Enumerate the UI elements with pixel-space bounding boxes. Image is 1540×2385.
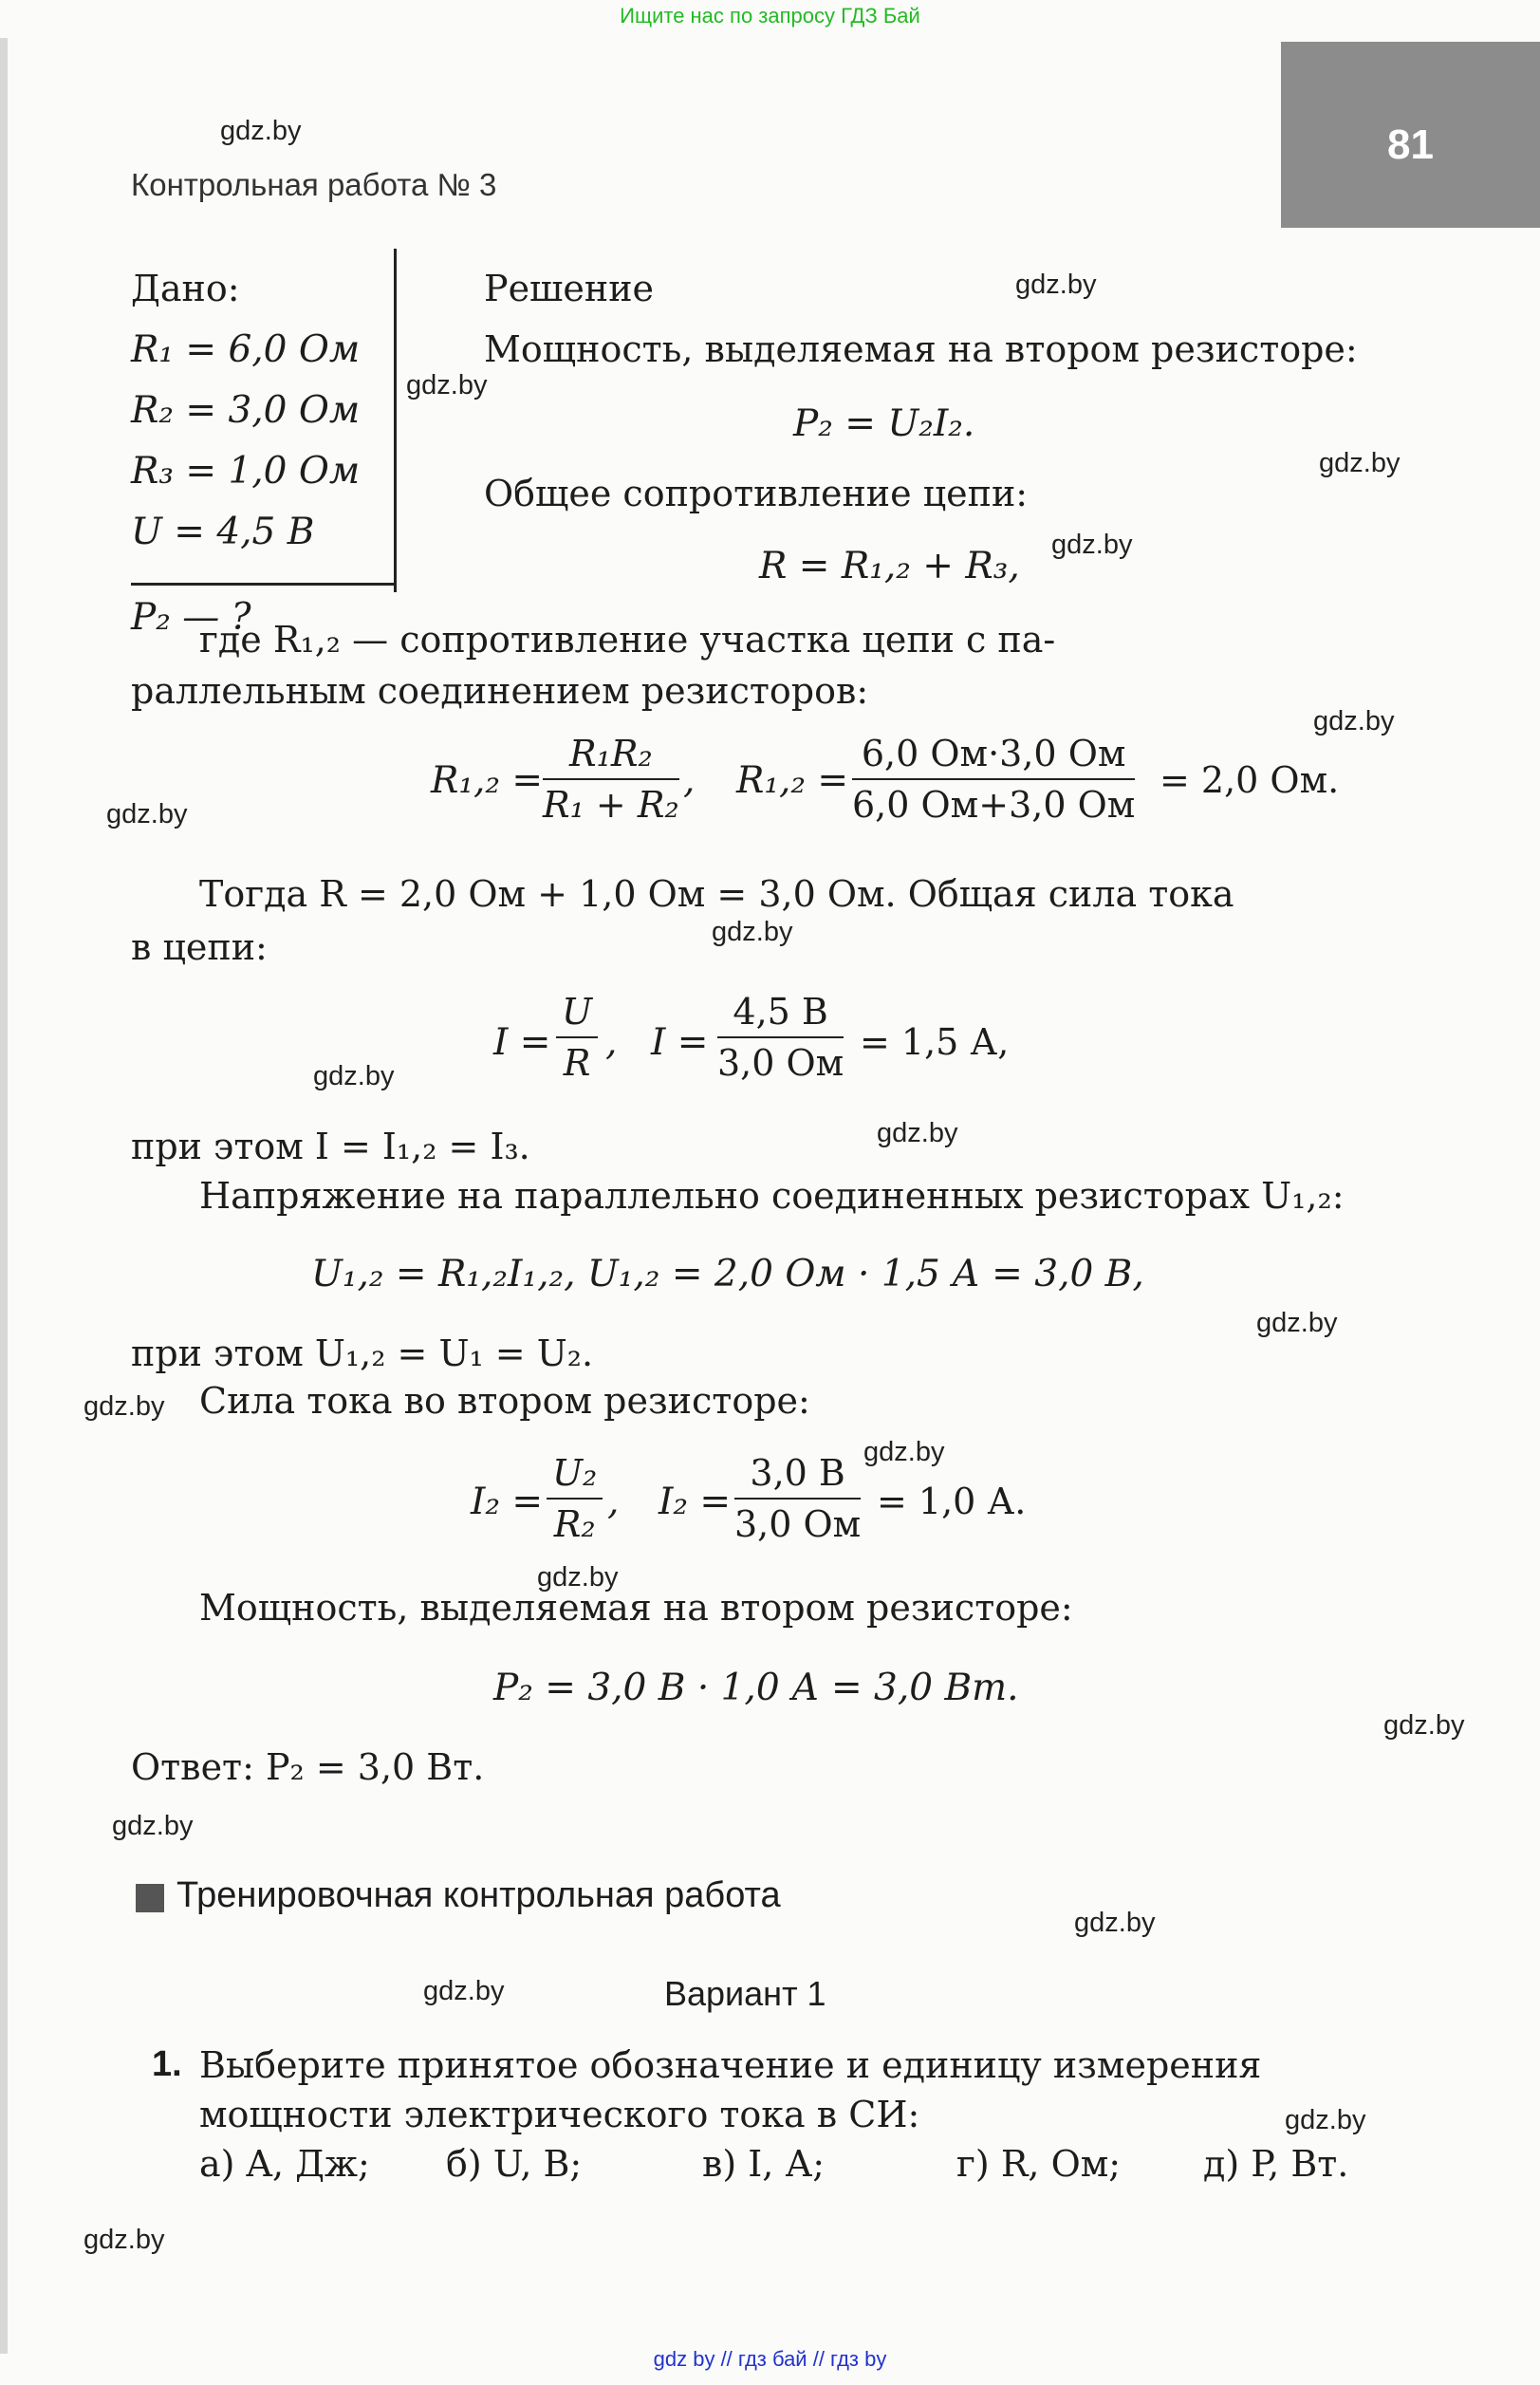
solution-text: Напряжение на параллельно соединенных резисторах U₁,₂: — [199, 1175, 1345, 1217]
formula-lhs: R₁,₂ = — [431, 759, 544, 802]
watermark: gdz.by — [106, 799, 188, 829]
formula: P₂ = U₂I₂. — [793, 402, 975, 445]
watermark: gdz.by — [1074, 1908, 1156, 1938]
formula-result: = 1,0 А. — [877, 1481, 1027, 1522]
watermark: gdz.by — [863, 1437, 945, 1467]
answer-option-e: д) P, Вт. — [1203, 2143, 1349, 2185]
given-divider — [131, 583, 395, 586]
fraction-denominator: 3,0 Ом — [734, 1503, 862, 1545]
formula-lhs: I₂ = — [659, 1481, 732, 1523]
page-number: 81 — [1387, 121, 1434, 168]
running-header: Контрольная работа № 3 — [131, 167, 497, 202]
given-r1: R₁ = 6,0 Ом — [131, 328, 361, 371]
solution-text: Мощность, выделяемая на втором резисторе: — [199, 1587, 1073, 1629]
fraction — [717, 991, 844, 1084]
fraction — [547, 1452, 603, 1545]
section-title: Тренировочная контрольная работа — [176, 1875, 781, 1915]
solution-text: Общее сопротивление цепи: — [484, 473, 1029, 514]
fraction — [734, 1452, 861, 1545]
solution-text: Тогда R = 2,0 Ом + 1,0 Ом = 3,0 Ом. Общая сила тока — [199, 873, 1234, 915]
given-u: U = 4,5 В — [131, 511, 315, 553]
formula-lhs: R₁,₂ = — [736, 759, 849, 802]
formula-separator: , — [607, 1481, 620, 1523]
given-title: Дано: — [131, 268, 240, 309]
watermark: gdz.by — [877, 1118, 958, 1148]
watermark: gdz.by — [1285, 2105, 1366, 2135]
fraction-numerator: R₁R₂ — [543, 733, 679, 780]
answer-option-b: б) U, В; — [446, 2143, 583, 2185]
watermark: gdz.by — [83, 1391, 165, 1422]
fraction — [852, 733, 1135, 826]
watermark: gdz.by — [83, 2225, 165, 2255]
watermark: gdz.by — [1313, 706, 1395, 736]
answer-option-c: в) I, А; — [702, 2143, 826, 2185]
watermark: gdz.by — [1051, 530, 1133, 560]
formula-lhs: I = — [493, 1021, 551, 1064]
watermark: gdz.by — [423, 1976, 505, 2006]
watermark: gdz.by — [313, 1061, 395, 1091]
formula-result: = 1,5 А, — [860, 1021, 1010, 1063]
question-number: 1. — [152, 2044, 182, 2084]
solution-text: раллельным соединением резисторов: — [131, 670, 869, 712]
formula: P₂ = 3,0 В · 1,0 А = 3,0 Вт. — [493, 1667, 1019, 1709]
question-text: мощности электрического тока в СИ: — [199, 2094, 920, 2135]
page-edge-shadow — [0, 38, 8, 2354]
given-separator — [394, 249, 397, 592]
solution-text: при этом U₁,₂ = U₁ = U₂. — [131, 1332, 594, 1374]
answer-option-a: а) A, Дж; — [199, 2143, 370, 2185]
watermark: gdz.by — [1383, 1710, 1465, 1741]
formula: R = R₁,₂ + R₃, — [759, 545, 1020, 587]
formula-lhs: I = — [651, 1021, 709, 1064]
bottom-banner[interactable]: gdz by // гдз бай // гдз by — [653, 2347, 887, 2371]
fraction-denominator: 6,0 Ом+3,0 Ом — [852, 784, 1136, 826]
top-banner[interactable]: Ищите нас по запросу ГДЗ Бай — [620, 4, 920, 28]
formula-lhs: I₂ = — [471, 1481, 544, 1523]
watermark: gdz.by — [537, 1562, 619, 1593]
fraction-denominator: R₁ + R₂ — [543, 784, 679, 826]
watermark: gdz.by — [712, 917, 793, 947]
answer: Ответ: P₂ = 3,0 Вт. — [131, 1746, 485, 1788]
solution-text: где R₁,₂ — сопротивление участка цепи с па- — [199, 619, 1056, 661]
fraction — [543, 733, 679, 826]
watermark: gdz.by — [1256, 1308, 1338, 1338]
solution-text: при этом I = I₁,₂ = I₃. — [131, 1126, 530, 1167]
solution-text: Сила тока во втором резисторе: — [199, 1380, 810, 1422]
solution-text: в цепи: — [131, 926, 268, 968]
watermark: gdz.by — [112, 1811, 194, 1841]
formula-separator: , — [605, 1021, 618, 1064]
formula-result: = 2,0 Ом. — [1160, 759, 1340, 801]
solution-text: Мощность, выделяемая на втором резисторе: — [484, 328, 1358, 370]
given-r2: R₂ = 3,0 Ом — [131, 389, 361, 432]
fraction-numerator: U — [556, 991, 598, 1038]
watermark: gdz.by — [220, 116, 302, 146]
fraction-denominator: R — [563, 1042, 591, 1084]
fraction-denominator: R₂ — [553, 1503, 596, 1545]
fraction-denominator: 3,0 Ом — [717, 1042, 844, 1084]
fraction — [556, 991, 598, 1084]
question-text: Выберите принятое обозначение и единицу измерения — [199, 2044, 1262, 2086]
fraction-numerator: 3,0 В — [734, 1452, 861, 1500]
formula-separator: , — [683, 759, 696, 802]
section-square-icon — [136, 1884, 164, 1912]
fraction-numerator: U₂ — [547, 1452, 603, 1500]
given-r3: R₃ = 1,0 Ом — [131, 450, 361, 493]
fraction-numerator: 6,0 Ом·3,0 Ом — [852, 733, 1135, 780]
given-find: P₂ — ? — [131, 596, 251, 639]
variant-title: Вариант 1 — [664, 1974, 826, 2013]
formula: U₁,₂ = R₁,₂I₁,₂, U₁,₂ = 2,0 Ом · 1,5 А = 3,0 В, — [311, 1253, 1144, 1295]
answer-option-d: г) R, Ом; — [956, 2143, 1122, 2185]
watermark: gdz.by — [1015, 270, 1097, 300]
solution-title: Решение — [484, 268, 655, 309]
fraction-numerator: 4,5 В — [717, 991, 844, 1038]
watermark: gdz.by — [406, 370, 488, 401]
watermark: gdz.by — [1319, 448, 1401, 478]
